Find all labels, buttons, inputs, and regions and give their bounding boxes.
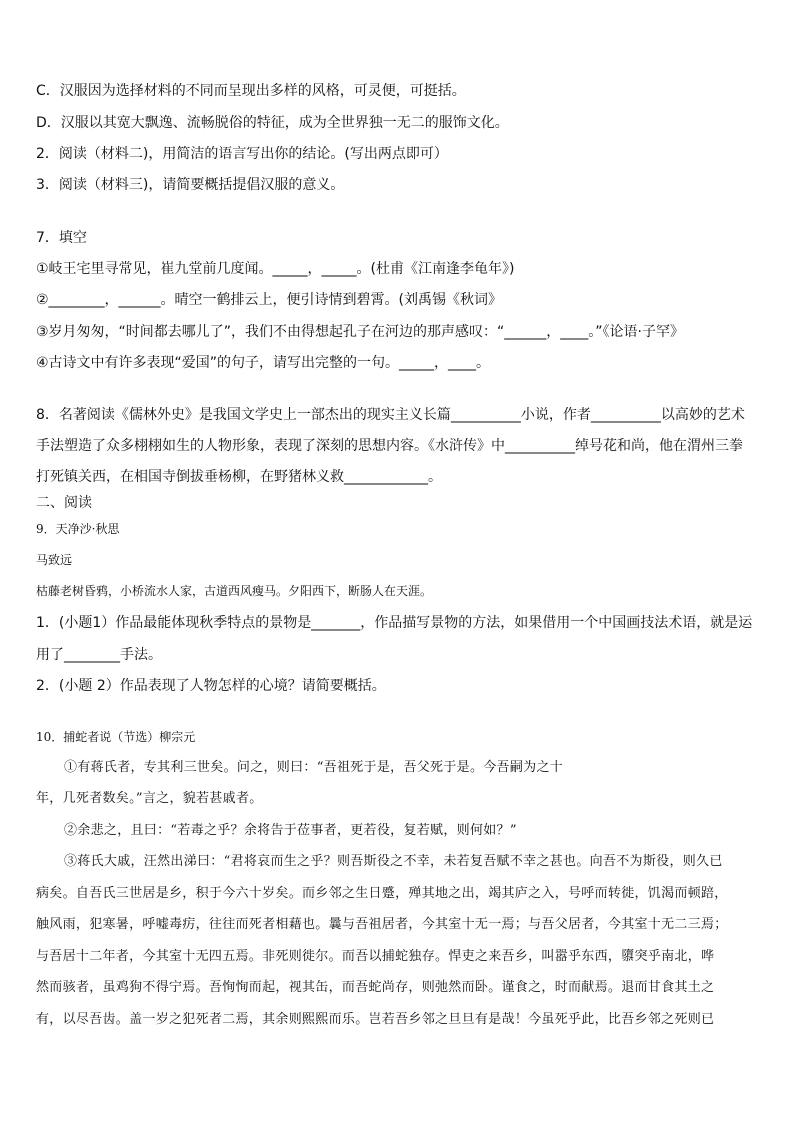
section-8-line-2: 手法塑造了众多栩栩如生的人物形象，表现了深刻的思想内容。《水浒传》中__________绰号花和尚，他在渭州三拳 [36,438,743,454]
passage-paragraph-3-line-2: 病矣。自吾氏三世居是乡，积于今六十岁矣。而乡邻之生日蹙，殚其地之出，竭其庐之入，号呼而转徙，饥渴而顿踣， [36,886,728,901]
passage-paragraph-2: ②余悲之，且曰：“若毒之乎？余将告于莅事者，更若役，复若赋，则何如？” [64,823,517,838]
question-2: 2．阅读（材料二)，用简洁的语言写出你的结论。(写出两点即可） [36,146,448,162]
fill-blank-3: ③岁月匆匆，“时间都去哪儿了”，我们不由得想起孔子在河边的那声感叹：“______，____。”《论语·子罕》 [36,324,685,340]
passage-paragraph-1-line-1: ①有蒋氏者，专其利三世矣。问之，则曰：“吾祖死于是，吾父死于是。今吾嗣为之十 [64,760,564,775]
poem-text: 枯藤老树昏鸦，小桥流水人家，古道西风瘦马。夕阳西下，断肠人在天涯。 [36,584,433,598]
poem-question-1-line-1: 1．(小题1）作品最能体现秋季特点的景物是_______，作品描写景物的方法，如果借用一个中国画技法术语，就是运 [36,615,753,631]
part-two-heading: 二、阅读 [36,495,92,511]
section-8-line-3: 打死镇关西，在相国寺倒拔垂杨柳，在野猪林义救____________。 [36,469,442,485]
fill-blank-2: ②________，______。晴空一鹤排云上，便引诗情到碧霄。(刘禹锡《秋词》 [36,292,503,308]
passage-paragraph-3-line-3: 触风雨，犯寒暑，呼嘘毒疠，往往而死者相藉也。曩与吾祖居者，今其室十无一焉；与吾父居者，今其室十无二三焉； [36,917,728,932]
poem-author: 马致远 [36,553,73,567]
section-7-title: 7．填空 [36,230,87,246]
section-8-line-1: 8．名著阅读《儒林外史》是我国文学史上一部杰出的现实主义长篇__________小说，作者__________以高妙的艺术 [36,407,745,423]
poem-question-2: 2．(小题 2）作品表现了人物怎样的心境？请简要概括。 [36,678,386,694]
passage-paragraph-3-line-1: ③蒋氏大戚，汪然出涕曰：“君将哀而生之乎？则吾斯役之不幸，未若复吾赋不幸之甚也。向吾不为斯役，则久已 [64,854,723,869]
passage-paragraph-3-line-6: 有，以尽吾齿。盖一岁之犯死者二焉，其余则熙熙而乐。岂若吾乡邻之旦旦有是哉！今虽死乎此，比吾乡邻之死则已 [36,1012,715,1027]
passage-paragraph-3-line-4: 与吾居十二年者，今其室十无四五焉。非死则徙尔。而吾以捕蛇独存。悍吏之来吾乡，叫嚣乎东西，隳突乎南北，哗 [36,949,715,964]
option-d: D．汉服以其宽大飘逸、流畅脱俗的特征，成为全世界独一无二的服饰文化。 [36,115,509,131]
poem-question-1-line-2: 用了________手法。 [36,647,162,663]
poem-title: 9．天净沙·秋思 [36,522,120,536]
section-10-title: 10．捕蛇者说（节选）柳宗元 [36,730,196,744]
option-c: C．汉服因为选择材料的不同而呈现出多样的风格，可灵便，可挺括。 [36,83,466,99]
question-3: 3．阅读（材料三)，请简要概括提倡汉服的意义。 [36,177,345,193]
fill-blank-4: ④古诗文中有许多表现“爱国”的句子，请写出完整的一句。_____，____。 [36,355,491,371]
passage-paragraph-3-line-5: 然而骇者，虽鸡狗不得宁焉。吾恂恂而起，视其缶，而吾蛇尚存，则弛然而卧。谨食之，时而献焉。退而甘食其土之 [36,980,715,995]
passage-paragraph-1-line-2: 年，几死者数矣。”言之，貌若甚戚者。 [36,791,263,806]
fill-blank-1: ①岐王宅里寻常见，崔九堂前几度闻。_____，_____。(杜甫《江南逢李龟年》) [36,261,515,277]
